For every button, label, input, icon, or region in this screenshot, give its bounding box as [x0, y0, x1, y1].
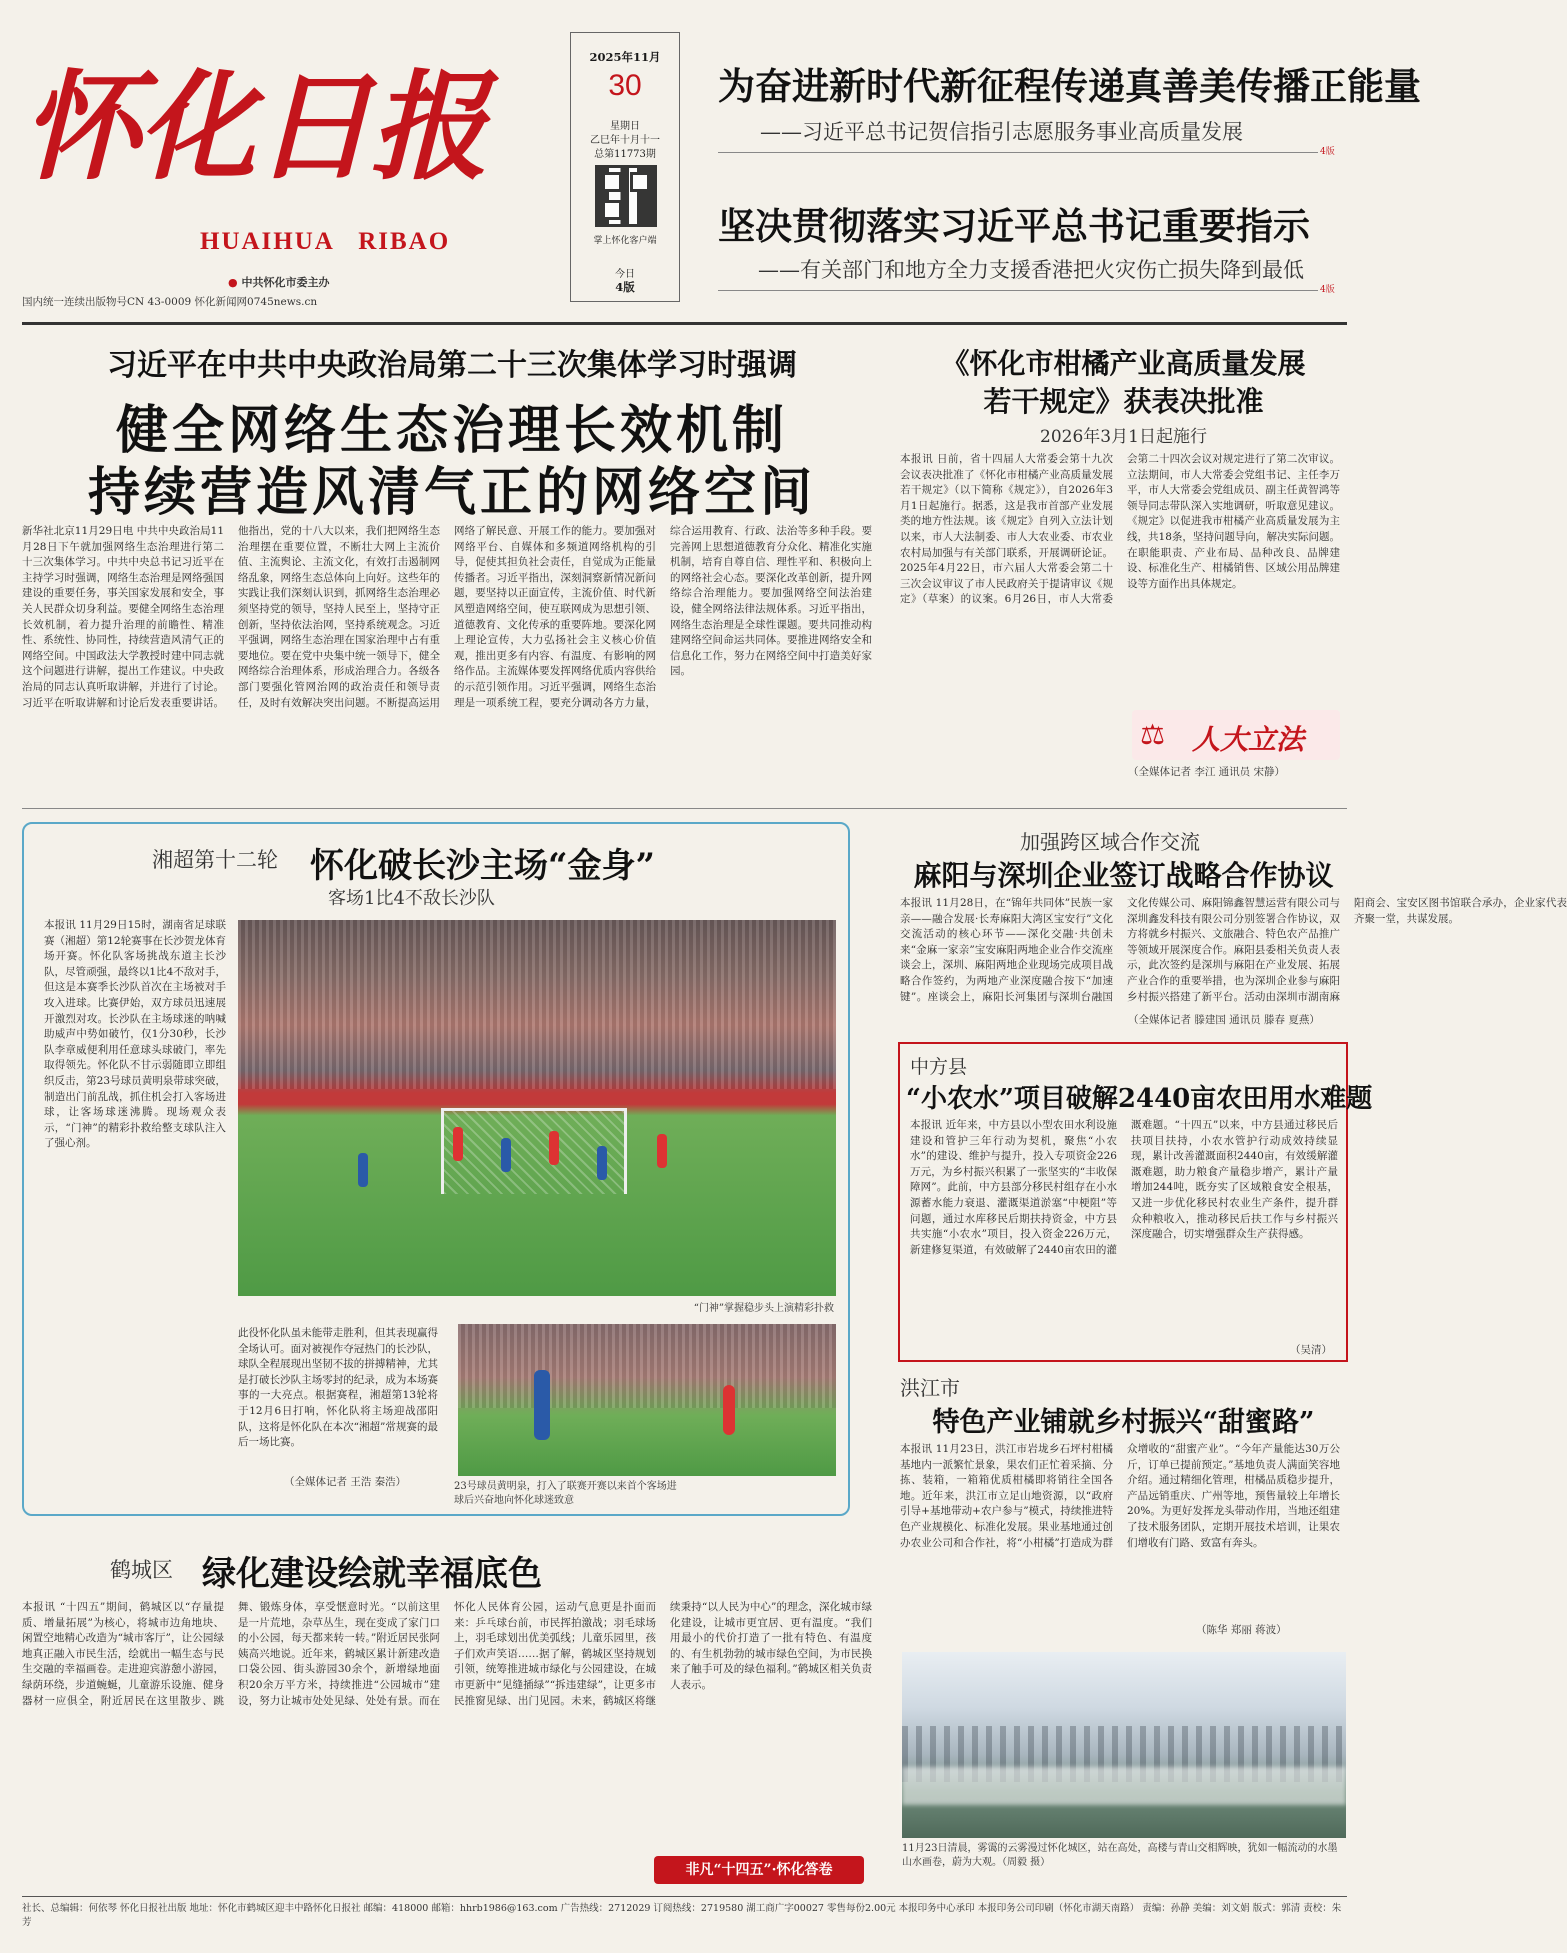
player-figure: [723, 1385, 735, 1435]
top-headline-1-page: 4版: [1320, 147, 1335, 157]
hongjiang-byline: （陈华 郑丽 蒋波）: [1196, 1624, 1287, 1636]
mayang-body: 本报讯 11月28日，在“锦年共同体”民族一家亲——融合发展·长寿麻阳大湾区宝安行”文化交流活动的核心环节——深化交融·共创未来“金麻一家亲”宝安麻阳两地企业合作交流座谈会上，深圳、麻阳两地企业现场完成项目战略合作签约，为两地产业深度融合按下“加速键”。座谈会上，麻阳长河集团与深圳台融国文化传媒公司、麻阳锦鑫智慧运营有限公司与深圳鑫发科技有限公司分别签署合作协议，双方将就乡村振兴、文旅融合、特色农产品推广等领域开展深度合作。麻阳县委相关负责人表示，此次签约是深圳与麻阳在产业发展、拓展产业合作的重要举措，也为深圳企业参与麻阳乡村振兴搭建了新平台。活动由深圳市湖南麻阳商会、宝安区图书馆联合承办，企业家代表齐聚一堂，共谋发展。: [900, 897, 1567, 1003]
xiangchao-box[interactable]: [22, 822, 850, 1516]
top-headline-1[interactable]: [700, 50, 1421, 162]
date-year-month: 2025年11月: [589, 50, 661, 64]
top-headline-1-sub: ——习近平总书记贺信指引志愿服务事业高质量发展: [760, 120, 1243, 144]
top-headline-2-title: 坚决贯彻落实习近平总书记重要指示: [718, 204, 1310, 248]
masthead-pinyin: HUAIHUA RIBAO: [200, 228, 451, 255]
hecheng-title: 绿化建设绘就幸福底色: [202, 1554, 542, 1594]
player-figure: [534, 1370, 550, 1440]
xiangchao-byline: （全媒体记者 王浩 秦浩）: [284, 1476, 407, 1488]
player-figure: [549, 1131, 559, 1165]
city-fog-caption: 11月23日清晨，雾霭的云雾漫过怀化城区，站在高处，高楼与青山交相辉映，犹如一幅流动的水墨山水画卷，蔚为大观。（周毅 摄）: [902, 1843, 1338, 1868]
mayang-byline: （全媒体记者 滕建国 通讯员 滕春 夏燕）: [1128, 1014, 1320, 1026]
qr-caption: 掌上怀化客户端: [593, 236, 657, 246]
xiangchao-body-1: 本报讯 11月29日15时，湖南省足球联赛（湘超）第12轮赛事在长沙贺龙体育场开赛。怀化队客场挑战东道主长沙队，尽管顽强，最终以1比4不敌对手，但这是本赛季长沙队首次在主场被对手攻入进球。比赛伊始，双方球员迅速展开激烈对攻。长沙队在主场球迷的呐喊助威声中势如破竹，仅1分30秒，长沙队李章威便利用任意球头球破门，率先取得领先。怀化队不甘示弱随即立即组织反击，第23号球员黄明泉带球突破，制造出门前乱战，抓住机会打入客场进球，让客场球迷沸腾。现场观众表示，“门神”的精彩扑救给整支球队注入了强心剂。: [44, 919, 226, 1150]
top-headline-2[interactable]: [700, 190, 1350, 302]
issue-number: 总第11773期: [594, 149, 656, 160]
footer-rule: [22, 1896, 1347, 1897]
player-figure: [501, 1138, 511, 1172]
xiangchao-sub: 客场1比4不敌长沙队: [328, 888, 495, 909]
citrus-body: 本报讯 日前，省十四届人大常委会第十九次会议表决批准了《怀化市柑橘产业高质量发展若干规定》（以下简称《规定》），自2026年3月1日起施行。据悉，这是我市首部产业发展类的地方性法规。该《规定》自列入立法计划以来，市人大法制委、市人大农业委、市农业农村局加强与有关部门联系，开展调研论证。2025年4月22日，市六届人大常委会第二十三次会议审议了市人民政府关于提请审议《规定》（草案）的议案。6月26日，市人大常委会第二十四次会议对规定进行了第二次审议。立法期间，市人大常委会党组书记、主任李万平，市人大常委会党组成员、副主任黄智鸿等领导同志带队深入实地调研，听取意见建议。《规定》以促进我市柑橘产业高质量发展为主线，共18条，坚持问题导向，解决实际问题。在职能职责、产业布局、品种改良、品牌建设、标准化生产、柑橘销售、区域公用品牌建设等方面作出具体规定。: [900, 453, 1340, 606]
top-headline-2-sub: ——有关部门和地方全力支援香港把火灾伤亡损失降到最低: [758, 258, 1304, 282]
xiangchao-kicker: 湘超第十二轮: [152, 848, 278, 872]
celebration-photo: [458, 1324, 836, 1476]
zhongfang-kicker: 中方县: [910, 1056, 968, 1078]
citrus-byline: （全媒体记者 李江 通讯员 宋静）: [1128, 766, 1286, 778]
npc-legislation-stamp: ⚖ 人大立法: [1132, 710, 1340, 760]
player-figure: [358, 1153, 368, 1187]
lead-title-1: 健全网络生态治理长效机制: [115, 400, 788, 461]
masthead-divider: [22, 322, 1347, 325]
emblem-icon: ●: [228, 276, 238, 289]
zhongfang-body: 本报讯 近年来，中方县以小型农田水利设施建设和管护三年行动为契机，聚焦“小农水”的建设、维护与提升，投入专项资金226万元，为乡村振兴积累了一张坚实的“丰收保障网”。此前，中方县部分移民村组存在小水源蓄水能力衰退、灌溉渠道淤塞“中梗阻”等问题，通过水库移民后期扶持资金，中方县共实施“小农水”项目，投入资金226万元，新建修复渠道，有效破解了2440亩农田的灌溉难题。“十四五”以来，中方县通过移民后扶项目扶持，小农水管护行动成效持续显现，累计改善灌溉面积2440亩，有效缓解灌溉难题，助力粮食产量稳步增产，累计产量增加244吨，既夯实了区域粮食安全根基，又进一步优化移民村农业生产条件，提升群众种粮收入，推动移民后扶工作与乡村振兴深度融合，切实增强群众生产获得感。: [910, 1119, 1338, 1256]
player-figure: [657, 1134, 667, 1168]
city-fog-photo: [902, 1652, 1346, 1838]
hongjiang-body: 本报讯 11月23日，洪江市岩垅乡石坪村柑橘基地内一派繁忙景象，果农们正忙着采摘、分拣、装箱，一箱箱优质柑橘即将销往全国各地。近年来，洪江市立足山地资源，以“政府引导+基地带动+农户参与”模式，持续推进特色产业规模化、标准化发展。果业基地通过创办农业公司和合作社，将“小柑橘”打造成为群众增收的“甜蜜产业”。“今年产量能达30万公斤，订单已提前预定。”基地负责人满面笑容地介绍。通过精细化管理，柑橘品质稳步提升，产品远销重庆、广州等地，预售量较上年增长20%。为更好发挥龙头带动作用，当地还组建了技术服务团队，定期开展技术培训，让果农们增收有门路、致富有奔头。: [900, 1443, 1340, 1549]
football-match-photo: [238, 920, 836, 1296]
hongjiang-title: 特色产业铺就乡村振兴“甜蜜路”: [932, 1407, 1315, 1438]
mayang-story[interactable]: [900, 822, 1567, 1032]
xiangchao-title: 怀化破长沙主场“金身”: [310, 846, 656, 886]
masthead-sponsor: ● 中共怀化市委主办: [228, 276, 330, 289]
today-label: 今日: [615, 269, 635, 280]
citrus-story[interactable]: [900, 332, 1347, 802]
qr-code-icon: [595, 165, 657, 227]
zhongfang-title: “小农水”项目破解2440亩农田用水难题: [906, 1084, 1373, 1114]
date-day: 30: [608, 69, 642, 102]
today-pages: 4版: [615, 280, 635, 294]
player-figure: [453, 1127, 463, 1161]
citrus-title-2: 若干规定》获表决批准: [983, 385, 1264, 418]
top-headline-1-title: 为奋进新时代新征程传递真善美传播正能量: [718, 64, 1421, 108]
masthead-logo: 怀化日报: [22, 57, 487, 196]
mayang-title: 麻阳与深圳企业签订战略合作协议: [913, 859, 1334, 892]
lead-kicker: 习近平在中共中央政治局第二十三次集体学习时强调: [107, 348, 797, 383]
scales-icon: ⚖: [1140, 718, 1166, 751]
fourteenth-five-year-badge: 非凡“十四五”·怀化答卷: [654, 1856, 864, 1884]
lunar-date: 乙巳年十月十一: [590, 135, 660, 146]
weekday: 星期日: [610, 121, 640, 132]
lead-story[interactable]: [22, 332, 882, 802]
top-headline-2-page: 4版: [1320, 285, 1335, 295]
hecheng-body: 本报讯 “十四五”期间，鹤城区以“存量提质、增量拓展”为核心，将城市边角地块、闲置空地精心改造为“城市客厅”，让公园绿地真正融入市民生活，绘就出一幅生态与民生交融的幸福画卷。走进迎宾游憩小游园，绿荫环绕，步道蜿蜒，儿童游乐设施、健身器材一应俱全，附近居民在这里散步、跳舞、锻炼身体，享受惬意时光。“以前这里是一片荒地，杂草丛生，现在变成了家门口的小公园，每天都来转一转。”附近居民张阿姨高兴地说。近年来，鹤城区累计新建改造口袋公园、街头游园30余个，新增绿地面积20余万平方米，持续推进“公园城市”建设，努力让城市处处见绿、处处有景。而在怀化人民体育公园，运动气息更是扑面而来：乒乓球台前，市民挥拍激战；羽毛球场上，羽毛球划出优美弧线；儿童乐园里，孩子们欢声笑语……据了解，鹤城区坚持规划引领，统筹推进城市绿化与公园建设，在城市更新中“见缝插绿”“拆违建绿”，让更多市民推窗见绿、出门见园。未来，鹤城区将继续秉持“以人民为中心”的理念，深化城市绿化建设，让城市更宜居、更有温度。“我们用最小的代价打造了一批有特色、有温度的、有生机勃勃的城市绿色空间，为市民换来了触手可及的绿色福利。”鹤城区相关负责人表示。: [22, 1601, 872, 1707]
masthead: [0, 0, 1421, 310]
citrus-title-1: 《怀化市柑橘产业高质量发展: [941, 347, 1306, 380]
lead-body: 新华社北京11月29日电 中共中央政治局11月28日下午就加强网络生态治理进行第二十三次集体学习。中共中央总书记习近平在主持学习时强调，网络生态治理是网络强国建设的重要任务，事关国家发展和安全，事关人民群众切身利益。要健全网络生态治理长效机制，着力提升治理的前瞻性、精准性、系统性、协同性，持续营造风清气正的网络空间。中国政法大学教授时建中同志就这个问题进行讲解，提出工作建议。中央政治局的同志认真听取讲解，并进行了讨论。习近平在听取讲解和讨论后发表重要讲话。他指出，党的十八大以来，我们把网络生态治理摆在重要位置，不断壮大网上主流价值、主流舆论、主流文化，有效打击遏制网络乱象，网络生态总体向上向好。这些年的实践让我们深刻认识到，抓网络生态治理必须坚持党的领导，坚持人民至上，坚持守正创新，坚持依法治网，坚持系统观念。习近平强调，网络生态治理在国家治理中占有重要地位。要在党中央集中统一领导下，健全网络综合治理体系，形成治理合力。各级各部门要强化管网治网的政治责任和领导责任，及时有效解决突出问题。不断提高运用网络了解民意、开展工作的能力。要加强对网络平台、自媒体和多频道网络机构的引导，促使其担负社会责任，自觉成为正能量传播者。习近平指出，深刻洞察新情况新问题，要坚持以正面宣传，主流价值、时代新风塑造网络空间，使互联网成为思想引领、道德教育、文化传承的重要阵地。要深化网上理论宣传，大力弘扬社会主义核心价值观，推出更多有内容、有温度、有影响的网络作品。主流媒体要发挥网络优质内容供给的示范引领作用。习近平强调，网络生态治理是一项系统工程，要充分调动各方力量，综合运用教育、行政、法治等多种手段。要完善网上思想道德教育分众化、精准化实施机制，培育自尊自信、理性平和、积极向上的网络社会心态。要深化改革创新，提升网络综合治理能力。要加强网络空间法治建设，健全网络法律法规体系。习近平指出，网络生态治理是全球性课题。要共同推动构建网络空间命运共同体。要推进网络安全和信息化工作，努力在网络空间中打造美好家园。: [22, 525, 872, 709]
footer-imprint: 社长、总编辑：何依琴 怀化日报社出版 地址：怀化市鹤城区迎丰中路怀化日报社 邮编：418000 邮箱：hhrb1986@163.com 广告热线：2712029 订阅热线：2719580 湖工商广字00027 零售每份2.00元 本报印务中心承印 本报印务公司印刷（怀化市湖天南路） 责编：孙静 美编：刘文娟 版式：郭清 责校：朱芳: [22, 1903, 1342, 1928]
celebration-photo-caption: 23号球员黄明泉，打入了联赛开赛以来首个客场进球后兴奋地向怀化球迷致意: [454, 1481, 677, 1506]
lead-title-2: 持续营造风清气正的网络空间: [87, 462, 816, 523]
date-box: [570, 32, 680, 302]
hongjiang-kicker: 洪江市: [900, 1376, 960, 1400]
masthead-registration: 国内统一连续出版物号CN 43-0009 怀化新闻网0745news.cn: [22, 296, 318, 308]
hecheng-kicker: 鹤城区: [110, 1558, 173, 1582]
hongjiang-story[interactable]: [900, 1372, 1347, 1642]
zhongfang-story[interactable]: [898, 1042, 1373, 1362]
mayang-kicker: 加强跨区域合作交流: [1020, 830, 1200, 854]
citrus-sub: 2026年3月1日起施行: [1040, 427, 1207, 447]
zhongfang-byline: （吴清）: [1290, 1344, 1332, 1356]
hecheng-story[interactable]: [22, 1528, 882, 1890]
xiangchao-body-2: 此役怀化队虽未能带走胜利，但其表现赢得全场认可。面对被视作夺冠热门的长沙队，球队全程展现出坚韧不拔的拼搏精神，尤其是打破长沙队主场零封的纪录，成为本场赛事的一大亮点。根据赛程，湘超第13轮将于12月6日打响，怀化队将主场迎战邵阳队，这将是怀化队在本次“湘超”常规赛的最后一场比赛。: [238, 1327, 438, 1449]
player-figure: [597, 1146, 607, 1180]
football-photo-caption: “门神”掌握稳步头上演精彩扑救: [693, 1303, 834, 1314]
